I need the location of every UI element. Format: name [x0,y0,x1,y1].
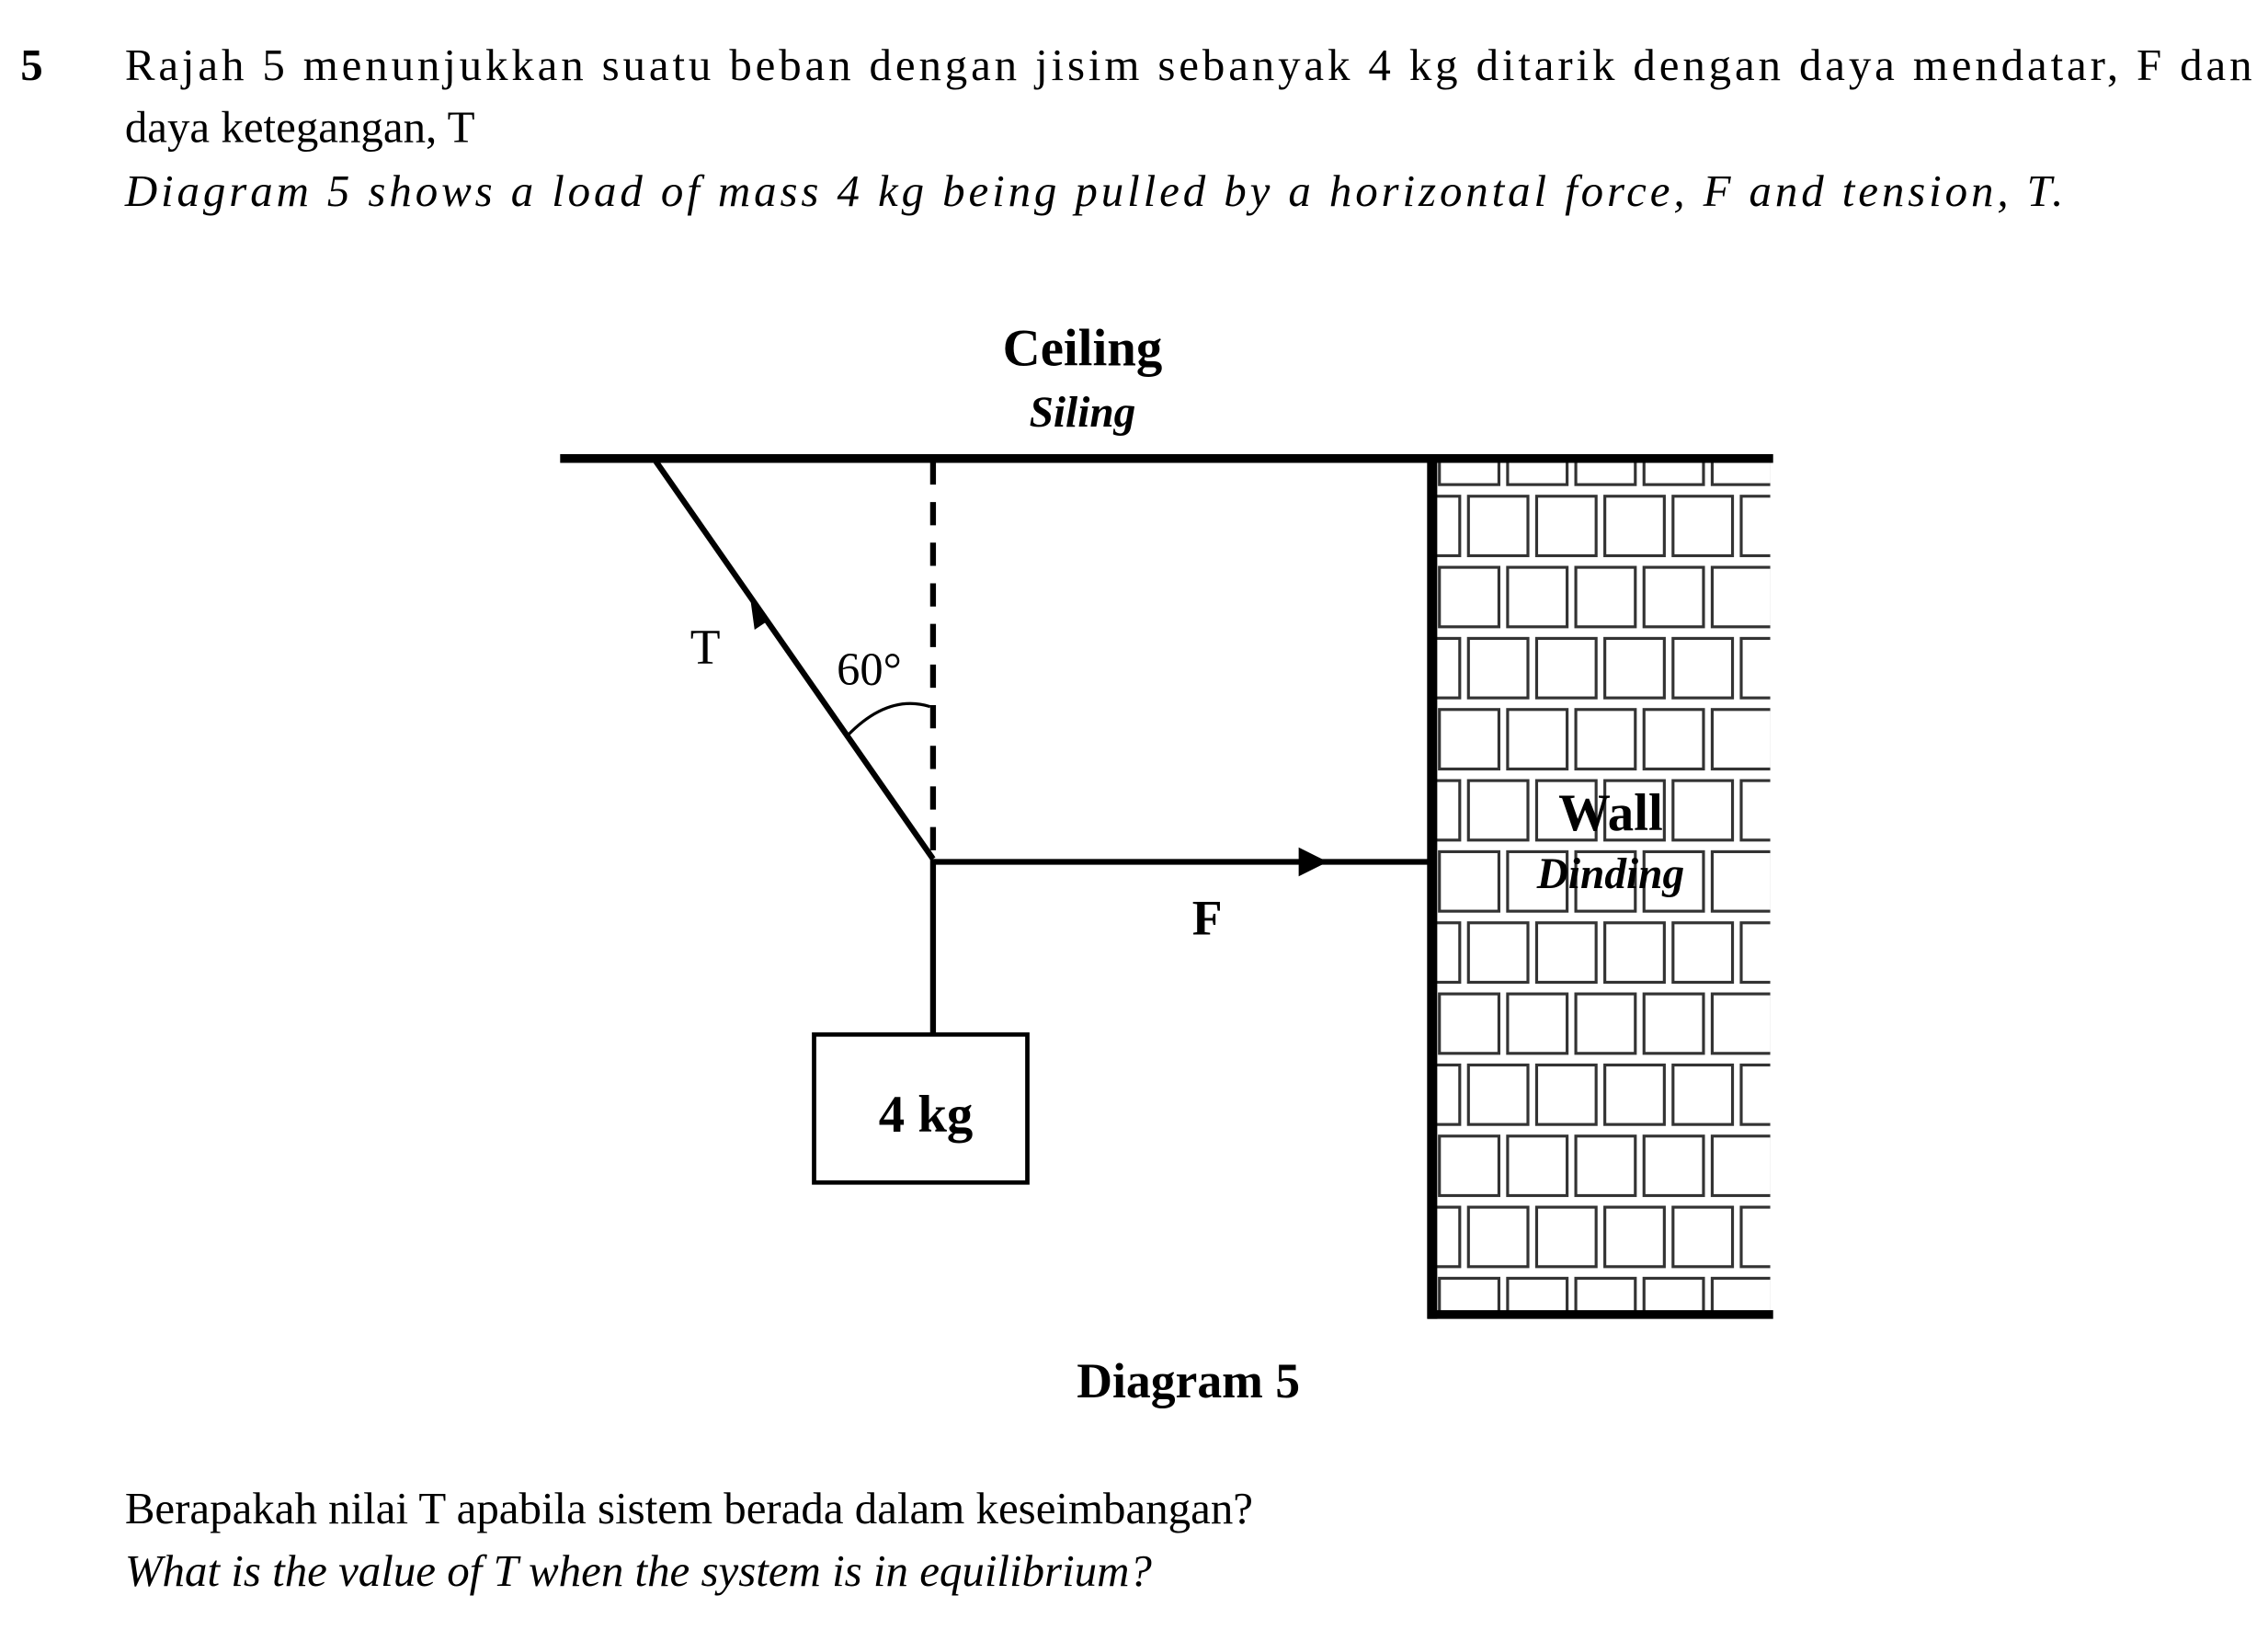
brick [1576,710,1635,769]
brick [1536,1207,1596,1267]
brick [1536,1350,1596,1409]
brick [1605,923,1665,983]
brick [1372,710,1431,769]
prompt-malay: Berapakah nilai T apabila sistem berada dalam keseimbangan? [124,1483,1253,1534]
prompt-english: What is the value of T when the system is in equilibrium? [124,1545,1152,1597]
brick [1781,851,1841,911]
brick [1332,1350,1392,1409]
brick [1508,1136,1567,1196]
brick [1372,1136,1431,1196]
brick [1605,496,1665,556]
brick [1712,1278,1772,1338]
brick [1712,567,1772,627]
brick [1605,1207,1665,1267]
brick [1644,1278,1704,1338]
brick [1741,1065,1801,1124]
brick [1332,1065,1392,1124]
brick [1332,496,1392,556]
question-text-english: Diagram 5 shows a load of mass 4 kg being pulled by a horizontal force, F and tension, T. [124,165,2064,217]
brick [1468,1350,1528,1409]
brick [1536,638,1596,698]
brick [1332,781,1392,840]
brick [1781,425,1841,484]
brick [1741,638,1801,698]
brick [1644,1136,1704,1196]
brick [1673,923,1733,983]
brick [1644,710,1704,769]
brick [1332,638,1392,698]
brick [1781,994,1841,1054]
brick [1673,1065,1733,1124]
brick [1536,496,1596,556]
brick [1781,710,1841,769]
brick [1440,851,1499,911]
brick [1741,781,1801,840]
brick [1400,1350,1460,1409]
brick [1508,710,1567,769]
brick [1712,851,1772,911]
brick [1741,1207,1801,1267]
wall-label-malay: Dinding [1536,849,1685,898]
brick [1508,1278,1567,1338]
tension-label: T [690,619,721,675]
brick [1576,567,1635,627]
brick-wall [1332,425,1840,1408]
brick [1741,1350,1801,1409]
brick [1576,1136,1635,1196]
angle-arc [848,703,930,735]
brick [1712,1136,1772,1196]
brick [1673,1207,1733,1267]
brick [1468,781,1528,840]
brick [1372,567,1431,627]
brick [1644,567,1704,627]
brick [1468,496,1528,556]
brick [1781,567,1841,627]
brick [1576,994,1635,1054]
brick [1332,923,1392,983]
brick [1741,496,1801,556]
brick [1712,710,1772,769]
brick [1468,1065,1528,1124]
angle-label: 60° [837,643,902,695]
brick [1440,567,1499,627]
brick [1536,1065,1596,1124]
question-number: 5 [20,39,43,90]
brick [1468,1207,1528,1267]
brick [1605,638,1665,698]
brick [1440,710,1499,769]
ceiling-label: Ceiling [1002,319,1163,378]
brick [1673,496,1733,556]
mass-label: 4 kg [878,1086,974,1145]
brick [1468,923,1528,983]
brick [1644,994,1704,1054]
brick [1372,994,1431,1054]
brick [1576,1278,1635,1338]
brick [1332,1207,1392,1267]
brick [1673,781,1733,840]
question-text-malay-line2: daya ketegangan, T [124,101,475,153]
brick [1468,638,1528,698]
diagram-caption: Diagram 5 [1077,1352,1301,1408]
brick [1508,567,1567,627]
ceiling-label-malay: Siling [1029,389,1136,438]
force-label: F [1191,890,1223,946]
brick [1605,1065,1665,1124]
brick [1605,1350,1665,1409]
brick [1673,638,1733,698]
brick [1712,994,1772,1054]
brick [1781,1278,1841,1338]
brick [1440,1278,1499,1338]
brick [1372,1278,1431,1338]
brick [1781,1136,1841,1196]
brick [1440,994,1499,1054]
force-arrow-icon [1299,848,1328,877]
brick [1536,923,1596,983]
wall-label: Wall [1558,783,1663,842]
brick [1741,923,1801,983]
brick [1440,1136,1499,1196]
brick [1508,994,1567,1054]
question-text-malay-line1: Rajah 5 menunjukkan suatu beban dengan jisim sebanyak 4 kg ditarik dengan daya mendatar, F dan [124,39,2252,90]
brick [1673,1350,1733,1409]
